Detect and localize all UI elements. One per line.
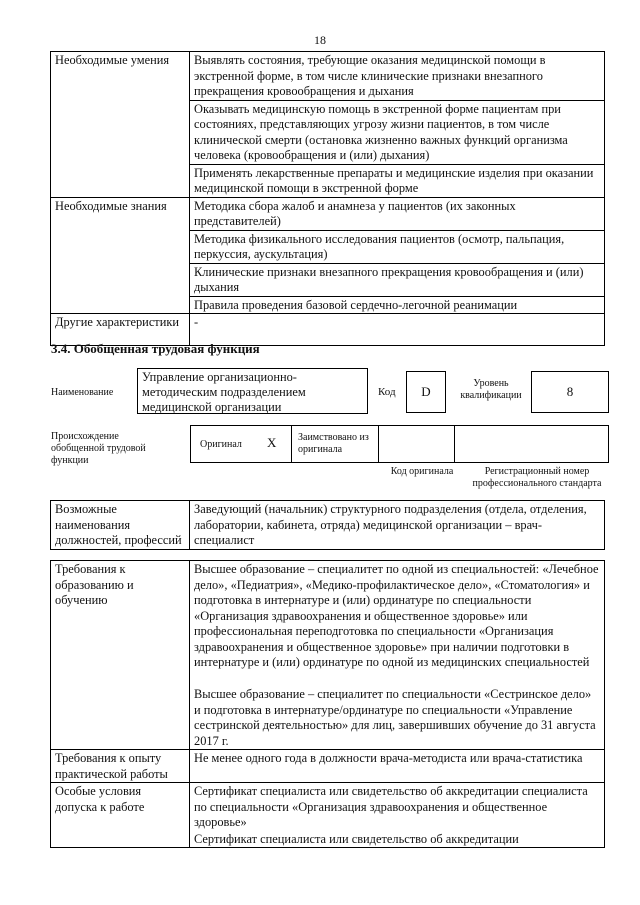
table-cell: Высшее образование – специалитет по специальности «Сестринское дело» и подготовка в интернатуре/ординатуре по специальности «Управление сестринской деятельностью» для лиц, завершивших обучение до 31 августа 2017 г. [190, 686, 605, 750]
table-label: Необходимые знания [51, 197, 190, 314]
borrowed-label: Заимствовано из оригинала [298, 432, 369, 455]
code-value: D [406, 371, 446, 413]
origin-row [190, 425, 609, 463]
table-cell: Оказывать медицинскую помощь в экстренной форме пациентам при состояниях, представляющих угрозу жизни пациентов, в том числе клинической смерти (остановка жизненно важных функций организма человека (кровообращения и (или) дыхания) [190, 100, 605, 164]
table-cell: Заведующий (начальник) структурного подразделения (отдела, отделения, лаборатории, кабинета, отряда) медицинской организации – врач-специалист [190, 501, 605, 550]
table-cell: Сертификат специалиста или свидетельство об аккредитации [190, 831, 605, 848]
table-label: Особые условия допуска к работе [51, 783, 190, 848]
skills-knowledge-table [50, 51, 605, 346]
table-cell: Методика физикального исследования пациентов (осмотр, пальпация, перкуссия, аускультация) [190, 230, 605, 263]
level-value: 8 [531, 371, 609, 413]
table-cell: Сертификат специалиста или свидетельство об аккредитации специалиста по специальности «Организация здравоохранения и общественное здоровье» [190, 783, 605, 831]
section-title: 3.4. Обобщенная трудовая функция [51, 341, 260, 356]
table-label: Возможные наименования должностей, профессий [51, 501, 190, 550]
page-number: 18 [314, 33, 326, 47]
table-cell: Выявлять состояния, требующие оказания медицинской помощи в экстренной форме, в том числе клинические признаки внезапного прекращения кровообращения и дыхания [190, 52, 605, 101]
level-label: Уровень квалификации [460, 378, 522, 401]
requirements-table [50, 560, 605, 848]
table-cell: Высшее образование – специалитет по одной из специальностей: «Лечебное дело», «Педиатрия», «Медико-профилактическое дело», «Стоматология» и подготовка в интернатуре и (или) ординатуре по специальности «Организация здравоохранения и общественное здоровье» или профессиональная переподготовка по специальности «Организация здравоохранения и общественное здоровье» при наличии подготовки в интернатуре и (или) ординатуре по одной из медицинских специальностей [190, 561, 605, 687]
table-cell: Применять лекарственные препараты и медицинские изделия при оказании медицинской помощи в экстренной форме [190, 164, 605, 197]
reg-caption: Регистрационный номер профессионального стандарта [472, 466, 602, 489]
table-cell: - [190, 314, 605, 346]
original-mark: X [267, 435, 277, 450]
table-cell: Правила проведения базовой сердечно-легочной реанимации [190, 296, 605, 314]
positions-table [50, 500, 605, 550]
table-cell: Не менее одного года в должности врача-методиста или врача-статистика [190, 750, 605, 783]
table-cell: Клинические признаки внезапного прекращения кровообращения и (или) дыхания [190, 263, 605, 296]
origin-label: Происхождение обобщенной трудовой функции [51, 431, 146, 466]
code-label: Код [378, 386, 396, 398]
name-label: Наименование [51, 387, 114, 398]
original-label: Оригинал [200, 439, 242, 450]
table-cell: Методика сбора жалоб и анамнеза у пациентов (их законных представителей) [190, 197, 605, 230]
code-orig-caption: Код оригинала [390, 466, 454, 477]
table-label: Другие характеристики [51, 314, 190, 346]
table-label: Требования к образованию и обучению [51, 561, 190, 750]
table-label: Требования к опыту практической работы [51, 750, 190, 783]
name-value: Управление организационно-методическим подразделением медицинской организации [137, 368, 368, 414]
table-label: Необходимые умения [51, 52, 190, 198]
